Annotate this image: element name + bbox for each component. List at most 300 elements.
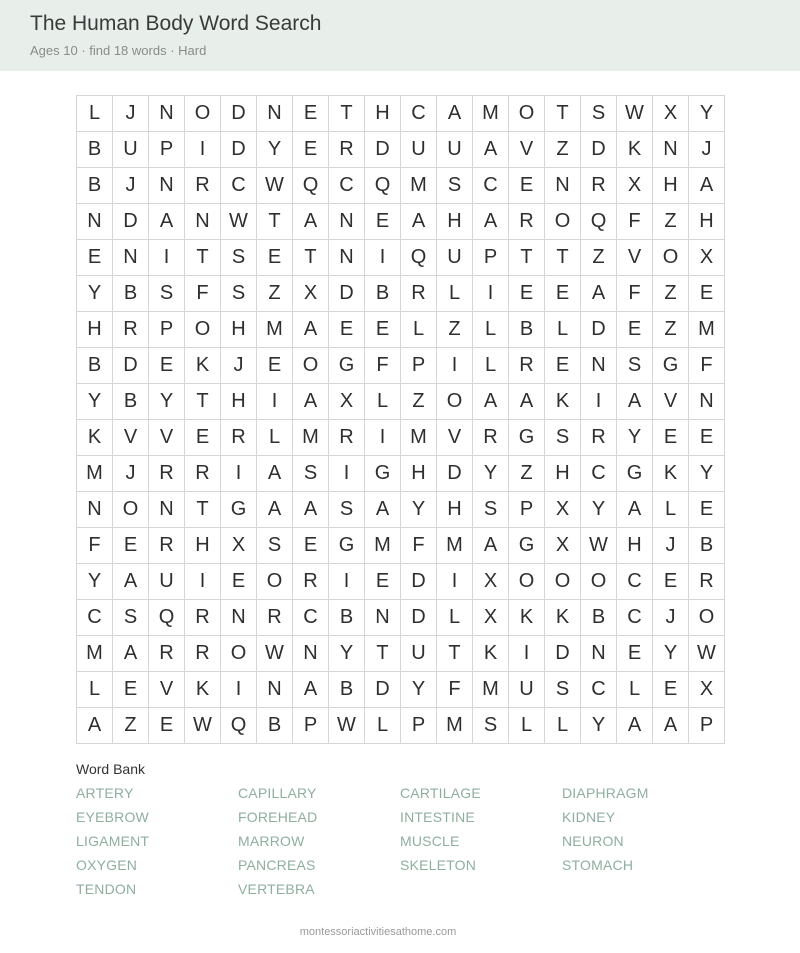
grid-cell[interactable]: L	[77, 96, 113, 132]
grid-cell[interactable]: B	[581, 600, 617, 636]
grid-cell[interactable]: R	[689, 564, 725, 600]
grid-cell[interactable]: S	[113, 600, 149, 636]
grid-cell[interactable]: S	[221, 276, 257, 312]
grid-cell[interactable]: N	[257, 672, 293, 708]
grid-cell[interactable]: H	[401, 456, 437, 492]
grid-cell[interactable]: I	[581, 384, 617, 420]
grid-cell[interactable]: I	[437, 348, 473, 384]
grid-cell[interactable]: P	[401, 348, 437, 384]
grid-cell[interactable]: B	[77, 348, 113, 384]
grid-cell[interactable]: U	[509, 672, 545, 708]
grid-cell[interactable]: A	[473, 204, 509, 240]
grid-cell[interactable]: F	[617, 204, 653, 240]
grid-cell[interactable]: F	[185, 276, 221, 312]
grid-cell[interactable]: W	[581, 528, 617, 564]
grid-cell[interactable]: C	[617, 564, 653, 600]
grid-cell[interactable]: E	[545, 348, 581, 384]
grid-cell[interactable]: A	[401, 204, 437, 240]
grid-cell[interactable]: N	[77, 492, 113, 528]
grid-cell[interactable]: H	[221, 312, 257, 348]
grid-cell[interactable]: R	[509, 348, 545, 384]
grid-cell[interactable]: A	[509, 384, 545, 420]
grid-cell[interactable]: D	[401, 600, 437, 636]
grid-cell[interactable]: R	[221, 420, 257, 456]
grid-cell[interactable]: E	[149, 348, 185, 384]
grid-cell[interactable]: O	[545, 564, 581, 600]
grid-cell[interactable]: B	[365, 276, 401, 312]
grid-cell[interactable]: J	[113, 168, 149, 204]
grid-cell[interactable]: R	[113, 312, 149, 348]
grid-cell[interactable]: C	[221, 168, 257, 204]
grid-cell[interactable]: D	[113, 204, 149, 240]
grid-cell[interactable]: I	[365, 240, 401, 276]
grid-cell[interactable]: O	[509, 564, 545, 600]
grid-cell[interactable]: F	[437, 672, 473, 708]
grid-cell[interactable]: T	[257, 204, 293, 240]
grid-cell[interactable]: J	[653, 528, 689, 564]
grid-cell[interactable]: D	[221, 132, 257, 168]
grid-cell[interactable]: L	[365, 384, 401, 420]
grid-cell[interactable]: R	[581, 420, 617, 456]
grid-cell[interactable]: O	[653, 240, 689, 276]
grid-cell[interactable]: E	[221, 564, 257, 600]
grid-cell[interactable]: E	[653, 564, 689, 600]
grid-cell[interactable]: R	[329, 420, 365, 456]
grid-cell[interactable]: F	[77, 528, 113, 564]
grid-cell[interactable]: R	[509, 204, 545, 240]
grid-cell[interactable]: L	[437, 600, 473, 636]
grid-cell[interactable]: R	[149, 456, 185, 492]
grid-cell[interactable]: K	[509, 600, 545, 636]
grid-cell[interactable]: E	[689, 492, 725, 528]
grid-cell[interactable]: W	[617, 96, 653, 132]
grid-cell[interactable]: J	[653, 600, 689, 636]
grid-cell[interactable]: X	[545, 528, 581, 564]
grid-cell[interactable]: T	[293, 240, 329, 276]
grid-cell[interactable]: O	[545, 204, 581, 240]
grid-cell[interactable]: H	[365, 96, 401, 132]
grid-cell[interactable]: C	[329, 168, 365, 204]
grid-cell[interactable]: E	[617, 636, 653, 672]
grid-cell[interactable]: N	[581, 348, 617, 384]
grid-cell[interactable]: G	[221, 492, 257, 528]
grid-cell[interactable]: E	[113, 528, 149, 564]
grid-cell[interactable]: O	[689, 600, 725, 636]
grid-cell[interactable]: E	[77, 240, 113, 276]
grid-cell[interactable]: Y	[581, 492, 617, 528]
grid-cell[interactable]: E	[509, 276, 545, 312]
grid-cell[interactable]: X	[329, 384, 365, 420]
grid-cell[interactable]: G	[617, 456, 653, 492]
grid-cell[interactable]: W	[257, 168, 293, 204]
grid-cell[interactable]: M	[257, 312, 293, 348]
grid-cell[interactable]: M	[401, 168, 437, 204]
grid-cell[interactable]: Z	[113, 708, 149, 744]
grid-cell[interactable]: A	[689, 168, 725, 204]
grid-cell[interactable]: M	[293, 420, 329, 456]
grid-cell[interactable]: F	[689, 348, 725, 384]
grid-cell[interactable]: O	[437, 384, 473, 420]
grid-cell[interactable]: Y	[689, 456, 725, 492]
grid-cell[interactable]: A	[437, 96, 473, 132]
grid-cell[interactable]: K	[653, 456, 689, 492]
grid-cell[interactable]: O	[293, 348, 329, 384]
grid-cell[interactable]: Z	[545, 132, 581, 168]
grid-cell[interactable]: S	[545, 420, 581, 456]
grid-cell[interactable]: N	[581, 636, 617, 672]
grid-cell[interactable]: N	[689, 384, 725, 420]
grid-cell[interactable]: N	[149, 492, 185, 528]
grid-cell[interactable]: R	[149, 528, 185, 564]
grid-cell[interactable]: D	[329, 276, 365, 312]
grid-cell[interactable]: B	[113, 384, 149, 420]
grid-cell[interactable]: R	[257, 600, 293, 636]
grid-cell[interactable]: S	[581, 96, 617, 132]
grid-cell[interactable]: C	[473, 168, 509, 204]
grid-cell[interactable]: K	[77, 420, 113, 456]
grid-cell[interactable]: O	[185, 312, 221, 348]
grid-cell[interactable]: H	[689, 204, 725, 240]
grid-cell[interactable]: E	[293, 528, 329, 564]
grid-cell[interactable]: O	[509, 96, 545, 132]
grid-cell[interactable]: D	[365, 132, 401, 168]
grid-cell[interactable]: W	[689, 636, 725, 672]
grid-cell[interactable]: T	[185, 492, 221, 528]
grid-cell[interactable]: U	[437, 132, 473, 168]
grid-cell[interactable]: O	[581, 564, 617, 600]
grid-cell[interactable]: S	[221, 240, 257, 276]
grid-cell[interactable]: L	[257, 420, 293, 456]
grid-cell[interactable]: D	[581, 132, 617, 168]
grid-cell[interactable]: O	[221, 636, 257, 672]
grid-cell[interactable]: M	[77, 636, 113, 672]
grid-cell[interactable]: I	[437, 564, 473, 600]
grid-cell[interactable]: X	[689, 672, 725, 708]
grid-cell[interactable]: H	[437, 204, 473, 240]
grid-cell[interactable]: P	[473, 240, 509, 276]
grid-cell[interactable]: B	[329, 672, 365, 708]
grid-cell[interactable]: E	[509, 168, 545, 204]
grid-cell[interactable]: A	[617, 708, 653, 744]
grid-cell[interactable]: A	[149, 204, 185, 240]
grid-cell[interactable]: L	[401, 312, 437, 348]
grid-cell[interactable]: Y	[329, 636, 365, 672]
grid-cell[interactable]: L	[437, 276, 473, 312]
grid-cell[interactable]: L	[473, 348, 509, 384]
grid-cell[interactable]: T	[185, 240, 221, 276]
grid-cell[interactable]: M	[365, 528, 401, 564]
grid-cell[interactable]: I	[149, 240, 185, 276]
grid-cell[interactable]: I	[329, 456, 365, 492]
grid-cell[interactable]: A	[473, 384, 509, 420]
grid-cell[interactable]: N	[293, 636, 329, 672]
grid-cell[interactable]: K	[185, 348, 221, 384]
grid-cell[interactable]: E	[257, 240, 293, 276]
grid-cell[interactable]: H	[77, 312, 113, 348]
grid-cell[interactable]: T	[329, 96, 365, 132]
grid-cell[interactable]: X	[293, 276, 329, 312]
grid-cell[interactable]: T	[437, 636, 473, 672]
grid-cell[interactable]: T	[185, 384, 221, 420]
grid-cell[interactable]: D	[401, 564, 437, 600]
grid-cell[interactable]: Y	[653, 636, 689, 672]
grid-cell[interactable]: H	[185, 528, 221, 564]
grid-cell[interactable]: P	[509, 492, 545, 528]
grid-cell[interactable]: A	[473, 528, 509, 564]
grid-cell[interactable]: I	[221, 672, 257, 708]
grid-cell[interactable]: I	[221, 456, 257, 492]
grid-cell[interactable]: C	[617, 600, 653, 636]
grid-cell[interactable]: P	[149, 132, 185, 168]
grid-cell[interactable]: N	[77, 204, 113, 240]
grid-cell[interactable]: R	[185, 168, 221, 204]
grid-cell[interactable]: S	[257, 528, 293, 564]
grid-cell[interactable]: A	[257, 492, 293, 528]
grid-cell[interactable]: T	[545, 240, 581, 276]
grid-cell[interactable]: W	[221, 204, 257, 240]
grid-cell[interactable]: X	[653, 96, 689, 132]
grid-cell[interactable]: L	[365, 708, 401, 744]
grid-cell[interactable]: W	[329, 708, 365, 744]
grid-cell[interactable]: G	[365, 456, 401, 492]
grid-cell[interactable]: M	[473, 672, 509, 708]
grid-cell[interactable]: F	[401, 528, 437, 564]
grid-cell[interactable]: X	[689, 240, 725, 276]
grid-cell[interactable]: W	[257, 636, 293, 672]
grid-cell[interactable]: N	[149, 168, 185, 204]
grid-cell[interactable]: K	[473, 636, 509, 672]
grid-cell[interactable]: Y	[257, 132, 293, 168]
grid-cell[interactable]: X	[473, 564, 509, 600]
grid-cell[interactable]: L	[473, 312, 509, 348]
grid-cell[interactable]: E	[113, 672, 149, 708]
grid-cell[interactable]: I	[185, 132, 221, 168]
grid-cell[interactable]: E	[617, 312, 653, 348]
grid-cell[interactable]: C	[293, 600, 329, 636]
grid-cell[interactable]: K	[617, 132, 653, 168]
grid-cell[interactable]: J	[113, 96, 149, 132]
grid-cell[interactable]: S	[437, 168, 473, 204]
grid-cell[interactable]: E	[149, 708, 185, 744]
grid-cell[interactable]: Q	[401, 240, 437, 276]
grid-cell[interactable]: V	[509, 132, 545, 168]
grid-cell[interactable]: F	[617, 276, 653, 312]
grid-cell[interactable]: G	[509, 420, 545, 456]
grid-cell[interactable]: R	[581, 168, 617, 204]
grid-cell[interactable]: M	[473, 96, 509, 132]
grid-cell[interactable]: I	[257, 384, 293, 420]
grid-cell[interactable]: N	[365, 600, 401, 636]
grid-cell[interactable]: Y	[581, 708, 617, 744]
grid-cell[interactable]: N	[653, 132, 689, 168]
grid-cell[interactable]: C	[581, 672, 617, 708]
grid-cell[interactable]: T	[509, 240, 545, 276]
grid-cell[interactable]: H	[617, 528, 653, 564]
grid-cell[interactable]: S	[473, 708, 509, 744]
grid-cell[interactable]: V	[617, 240, 653, 276]
grid-cell[interactable]: E	[545, 276, 581, 312]
grid-cell[interactable]: Y	[77, 384, 113, 420]
grid-cell[interactable]: A	[293, 672, 329, 708]
grid-cell[interactable]: I	[473, 276, 509, 312]
grid-cell[interactable]: B	[509, 312, 545, 348]
grid-cell[interactable]: A	[581, 276, 617, 312]
grid-cell[interactable]: J	[689, 132, 725, 168]
grid-cell[interactable]: E	[689, 276, 725, 312]
grid-cell[interactable]: Z	[653, 204, 689, 240]
grid-cell[interactable]: D	[365, 672, 401, 708]
grid-cell[interactable]: Y	[617, 420, 653, 456]
grid-cell[interactable]: Z	[257, 276, 293, 312]
grid-cell[interactable]: Y	[401, 492, 437, 528]
grid-cell[interactable]: D	[581, 312, 617, 348]
grid-cell[interactable]: L	[545, 708, 581, 744]
grid-cell[interactable]: X	[617, 168, 653, 204]
grid-cell[interactable]: I	[365, 420, 401, 456]
grid-cell[interactable]: I	[329, 564, 365, 600]
grid-cell[interactable]: E	[653, 672, 689, 708]
grid-cell[interactable]: V	[149, 420, 185, 456]
grid-cell[interactable]: L	[545, 312, 581, 348]
grid-cell[interactable]: T	[365, 636, 401, 672]
grid-cell[interactable]: U	[401, 132, 437, 168]
grid-cell[interactable]: H	[545, 456, 581, 492]
grid-cell[interactable]: N	[329, 204, 365, 240]
grid-cell[interactable]: O	[257, 564, 293, 600]
grid-cell[interactable]: R	[473, 420, 509, 456]
grid-cell[interactable]: E	[329, 312, 365, 348]
grid-cell[interactable]: A	[293, 384, 329, 420]
grid-cell[interactable]: N	[149, 96, 185, 132]
grid-cell[interactable]: E	[257, 348, 293, 384]
grid-cell[interactable]: A	[293, 204, 329, 240]
grid-cell[interactable]: R	[149, 636, 185, 672]
grid-cell[interactable]: E	[293, 132, 329, 168]
grid-cell[interactable]: W	[185, 708, 221, 744]
grid-cell[interactable]: R	[329, 132, 365, 168]
grid-cell[interactable]: E	[689, 420, 725, 456]
grid-cell[interactable]: Z	[509, 456, 545, 492]
grid-cell[interactable]: B	[689, 528, 725, 564]
grid-cell[interactable]: N	[185, 204, 221, 240]
grid-cell[interactable]: I	[509, 636, 545, 672]
grid-cell[interactable]: U	[113, 132, 149, 168]
grid-cell[interactable]: B	[77, 132, 113, 168]
grid-cell[interactable]: N	[221, 600, 257, 636]
grid-cell[interactable]: A	[257, 456, 293, 492]
grid-cell[interactable]: M	[437, 708, 473, 744]
grid-cell[interactable]: M	[437, 528, 473, 564]
grid-cell[interactable]: R	[185, 600, 221, 636]
grid-cell[interactable]: S	[617, 348, 653, 384]
grid-cell[interactable]: E	[653, 420, 689, 456]
grid-cell[interactable]: P	[401, 708, 437, 744]
grid-cell[interactable]: K	[545, 600, 581, 636]
grid-cell[interactable]: C	[401, 96, 437, 132]
grid-cell[interactable]: L	[653, 492, 689, 528]
grid-cell[interactable]: Y	[77, 276, 113, 312]
grid-cell[interactable]: V	[437, 420, 473, 456]
grid-cell[interactable]: L	[617, 672, 653, 708]
grid-cell[interactable]: S	[149, 276, 185, 312]
grid-cell[interactable]: J	[113, 456, 149, 492]
grid-cell[interactable]: C	[581, 456, 617, 492]
grid-cell[interactable]: A	[293, 312, 329, 348]
grid-cell[interactable]: P	[149, 312, 185, 348]
grid-cell[interactable]: D	[545, 636, 581, 672]
grid-cell[interactable]: P	[293, 708, 329, 744]
grid-cell[interactable]: R	[401, 276, 437, 312]
grid-cell[interactable]: B	[329, 600, 365, 636]
grid-cell[interactable]: U	[149, 564, 185, 600]
grid-cell[interactable]: O	[185, 96, 221, 132]
grid-cell[interactable]: Q	[365, 168, 401, 204]
grid-cell[interactable]: T	[545, 96, 581, 132]
grid-cell[interactable]: Q	[581, 204, 617, 240]
grid-cell[interactable]: R	[185, 636, 221, 672]
grid-cell[interactable]: A	[653, 708, 689, 744]
grid-cell[interactable]: Y	[77, 564, 113, 600]
grid-cell[interactable]: E	[293, 96, 329, 132]
grid-cell[interactable]: J	[221, 348, 257, 384]
grid-cell[interactable]: M	[77, 456, 113, 492]
grid-cell[interactable]: K	[545, 384, 581, 420]
grid-cell[interactable]: H	[221, 384, 257, 420]
grid-cell[interactable]: E	[365, 204, 401, 240]
grid-cell[interactable]: Y	[689, 96, 725, 132]
grid-cell[interactable]: G	[329, 528, 365, 564]
grid-cell[interactable]: Q	[149, 600, 185, 636]
grid-cell[interactable]: C	[77, 600, 113, 636]
grid-cell[interactable]: R	[185, 456, 221, 492]
grid-cell[interactable]: A	[473, 132, 509, 168]
grid-cell[interactable]: X	[545, 492, 581, 528]
grid-cell[interactable]: L	[509, 708, 545, 744]
grid-cell[interactable]: V	[149, 672, 185, 708]
grid-cell[interactable]: H	[653, 168, 689, 204]
grid-cell[interactable]: K	[185, 672, 221, 708]
grid-cell[interactable]: Y	[149, 384, 185, 420]
grid-cell[interactable]: A	[617, 384, 653, 420]
grid-cell[interactable]: S	[329, 492, 365, 528]
grid-cell[interactable]: E	[365, 564, 401, 600]
grid-cell[interactable]: A	[77, 708, 113, 744]
grid-cell[interactable]: G	[653, 348, 689, 384]
grid-cell[interactable]: E	[185, 420, 221, 456]
grid-cell[interactable]: H	[437, 492, 473, 528]
grid-cell[interactable]: X	[221, 528, 257, 564]
grid-cell[interactable]: V	[653, 384, 689, 420]
grid-cell[interactable]: A	[113, 564, 149, 600]
grid-cell[interactable]: X	[473, 600, 509, 636]
grid-cell[interactable]: Q	[293, 168, 329, 204]
grid-cell[interactable]: Z	[653, 276, 689, 312]
grid-cell[interactable]: N	[329, 240, 365, 276]
grid-cell[interactable]: N	[545, 168, 581, 204]
grid-cell[interactable]: D	[221, 96, 257, 132]
grid-cell[interactable]: D	[437, 456, 473, 492]
grid-cell[interactable]: M	[689, 312, 725, 348]
grid-cell[interactable]: Z	[437, 312, 473, 348]
grid-cell[interactable]: F	[365, 348, 401, 384]
grid-cell[interactable]: S	[473, 492, 509, 528]
grid-cell[interactable]: E	[365, 312, 401, 348]
grid-cell[interactable]: S	[293, 456, 329, 492]
grid-cell[interactable]: A	[113, 636, 149, 672]
grid-cell[interactable]: B	[77, 168, 113, 204]
grid-cell[interactable]: G	[329, 348, 365, 384]
grid-cell[interactable]: N	[257, 96, 293, 132]
